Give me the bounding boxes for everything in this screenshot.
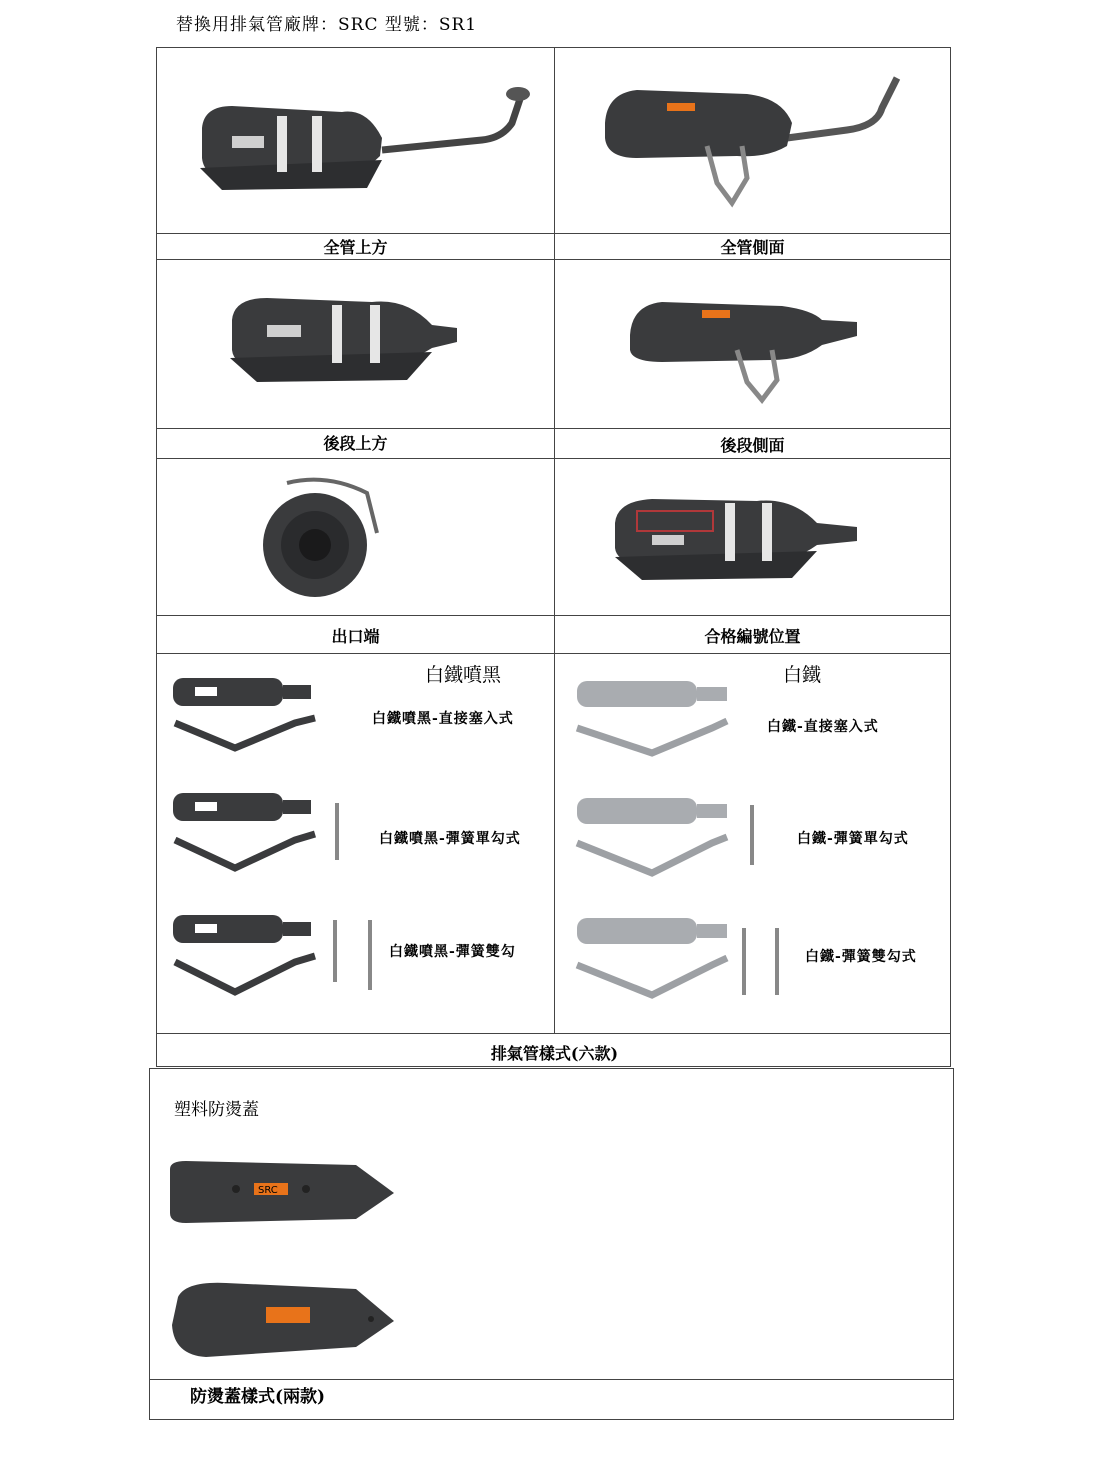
steel-direct-insert-photo xyxy=(572,673,742,763)
heat-shield-title: 塑料防燙蓋 xyxy=(174,1100,259,1120)
row-divider xyxy=(157,1033,950,1034)
style-steel-single-spring: 白鐵-彈簧單勾式 xyxy=(797,831,909,847)
caption-outlet: 出口端 xyxy=(331,627,380,646)
style-black-double-spring: 白鐵噴黑-彈簧雙勾 xyxy=(389,944,516,960)
black-direct-insert-photo xyxy=(165,673,325,753)
style-black-single-spring: 白鐵噴黑-彈簧單勾式 xyxy=(379,831,521,847)
steel-double-spring-photo xyxy=(572,910,797,1010)
full-exhaust-side-photo xyxy=(597,68,927,218)
steel-single-spring-photo xyxy=(572,793,772,883)
black-double-spring-photo xyxy=(165,910,390,1005)
style-title-steel: 白鐵 xyxy=(783,664,822,686)
rear-section-top-photo xyxy=(222,280,472,390)
cover-caption-divider xyxy=(150,1379,953,1380)
column-divider xyxy=(554,48,555,1033)
caption-full-side: 全管側面 xyxy=(720,238,785,257)
certification-position-photo xyxy=(607,483,867,608)
document-header: 替換用排氣管廠牌：SRC 型號：SR1 xyxy=(176,15,478,35)
black-single-spring-photo xyxy=(165,788,350,878)
caption-rear-top: 後段上方 xyxy=(323,434,388,453)
style-black-direct: 白鐵噴黑-直接塞入式 xyxy=(372,711,514,727)
full-exhaust-top-photo xyxy=(192,78,532,218)
style-steel-double-spring: 白鐵-彈簧雙勾式 xyxy=(805,949,917,965)
style-title-black: 白鐵噴黑 xyxy=(425,664,502,686)
style-steel-direct: 白鐵-直接塞入式 xyxy=(767,719,879,735)
heat-shield-logo: SRC xyxy=(258,1185,278,1196)
caption-rear-side: 後段側面 xyxy=(720,436,785,455)
heat-shield-style-2 xyxy=(166,1275,401,1365)
heat-shield-section xyxy=(149,1068,954,1420)
caption-cert-position: 合格編號位置 xyxy=(704,627,801,646)
caption-full-top: 全管上方 xyxy=(323,238,388,257)
caption-heat-shield-styles: 防燙蓋樣式(兩款) xyxy=(190,1387,326,1407)
exhaust-photo-table xyxy=(156,47,951,1067)
heat-shield-style-1 xyxy=(166,1157,401,1232)
outlet-end-photo xyxy=(257,473,397,608)
rear-section-side-photo xyxy=(622,290,862,420)
caption-exhaust-styles: 排氣管樣式(六款) xyxy=(490,1044,619,1063)
